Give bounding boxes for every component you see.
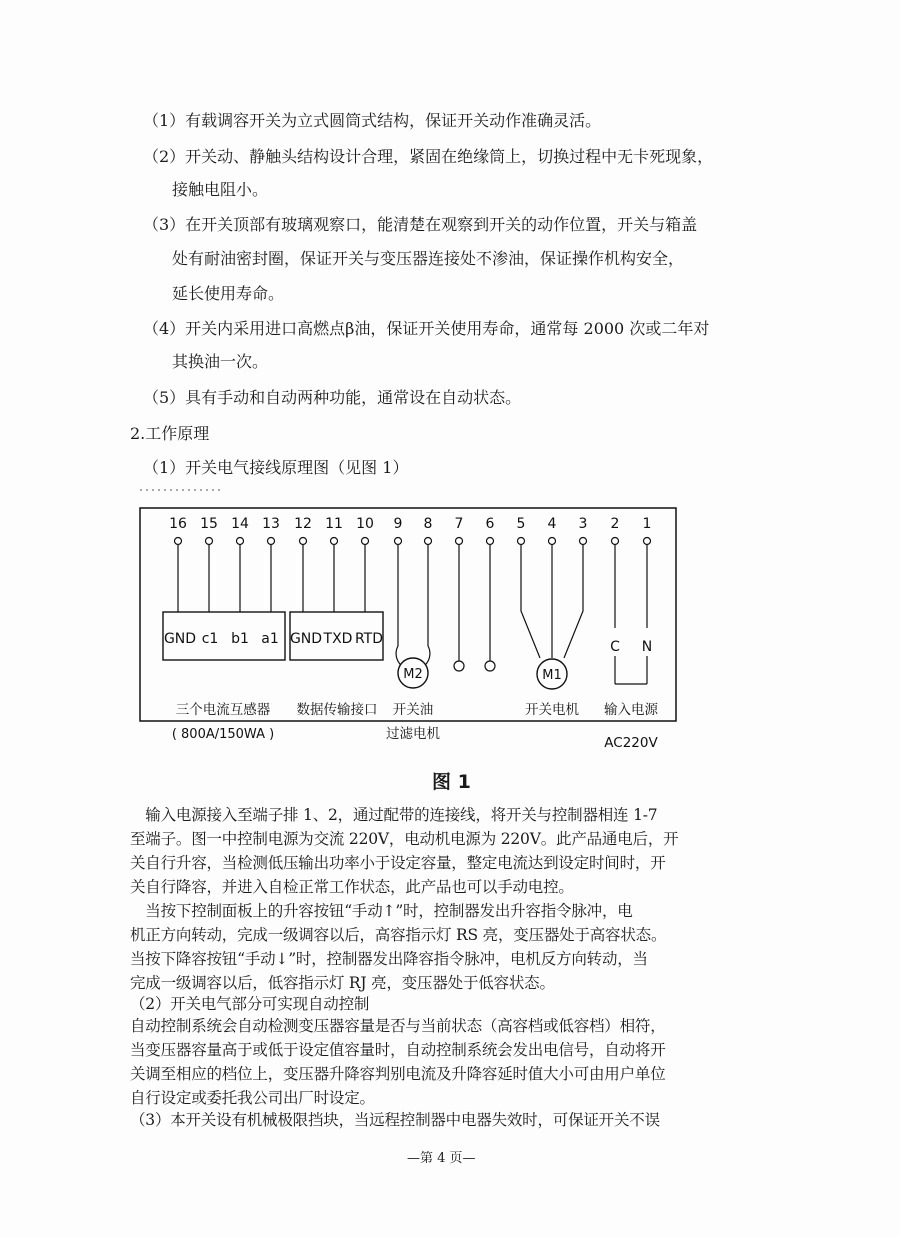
para3-line-3: 关调至相应的档位上，变压器升降容判别电流及升降容延时值大小可由用户单位 [130,1065,666,1083]
terminal-circles [175,538,651,545]
m2-label: M2 [403,667,423,682]
terminal-5: 5 [516,516,526,532]
indicator-terminal-6 [485,661,495,671]
list-item-2: （2）开关动、静触头结构设计合理，紧固在绝缘筒上，切换过程中无卡死现象， [143,147,714,166]
list-item-4-cont: 其换油一次。 [172,352,269,371]
caption-switch-motor: 开关电机 [525,702,579,718]
data-txd-label: TXD [323,631,353,647]
list-item-4: （4）开关内采用进口高燃点β油，保证开关使用寿命，通常每 2000 次或二年对 [143,319,710,338]
terminal-8: 8 [423,516,433,532]
terminal-6: 6 [485,516,495,532]
terminal-10: 10 [356,516,374,532]
terminal-9: 9 [393,516,403,532]
para1-line-2: 至端子。图一中控制电源为交流 220V，电动机电源为 220V。此产品通电后，开 [130,830,679,848]
terminal-7: 7 [454,516,464,532]
figure-title: 图 1 [432,771,471,793]
caption-data: 数据传输接口 [296,702,378,718]
para3-line-2: 当变压器容量高于或低于设定值容量时，自动控制系统会发出电信号，自动将开 [130,1041,666,1059]
list-item-1: （1）有载调容开关为立式圆筒式结构，保证开关动作准确灵活。 [143,111,602,130]
list-item-3-cont: 处有耐油密封圈，保证开关与变压器连接处不渗油，保证操作机构安全， [172,249,685,268]
caption-power-1: 输入电源 [604,702,658,718]
indicator-terminal-7 [454,661,464,671]
subsection-3: （3）本开关设有机械极限挡块，当远程控制器中电器失效时，可保证开关不误 [130,1111,660,1129]
ct-a1-label: a1 [261,631,279,647]
terminal-15: 15 [200,516,218,532]
para2-line-3: 当按下降容按钮“手动↓”时，控制器发出降容指令脉冲，电机反方向转动，当 [130,950,648,968]
terminal-4: 4 [547,516,557,532]
power-n-label: N [641,639,653,655]
ct-c1-label: c1 [201,631,219,647]
terminal-16: 16 [169,516,187,532]
terminal-11: 11 [325,516,343,532]
m1-label: M1 [542,668,562,683]
wiring-diagram [0,488,900,768]
page-footer: —第 4 页— [407,1151,476,1166]
para2-line-1: 当按下控制面板上的升容按钮“手动↑”时，控制器发出升容指令脉冲，电 [130,902,633,920]
terminal-14: 14 [231,516,249,532]
list-item-2-cont: 接触电阻小。 [172,180,269,199]
subsection-1: （1）开关电气接线原理图（见图 1） [143,458,409,477]
terminal-3: 3 [578,516,588,532]
power-c-label: C [610,639,620,655]
para1-line-4: 关自行降容，并进入自检正常工作状态，此产品也可以手动电控。 [130,878,574,896]
terminal-numbers [169,516,651,532]
list-item-3: （3）在开关顶部有玻璃观察口，能清楚在观察到开关的动作位置，开关与箱盖 [143,215,698,234]
para1-line-3: 关自行升容，当检测低压输出功率小于设定容量，整定电流达到设定时间时，开 [130,854,666,872]
para2-line-4: 完成一级调容以后，低容指示灯 RJ 亮，变压器处于低容状态。 [130,974,555,992]
para3-line-4: 自行设定或委托我公司出厂时设定。 [130,1089,375,1107]
data-gnd-label: GND [289,631,323,647]
section-heading: 2.工作原理 [130,424,210,443]
caption-ct-1: 三个电流互感器 [175,702,271,718]
para2-line-2: 机正方向转动，完成一级调容以后，高容指示灯 RS 亮，变压器处于高容状态。 [130,926,667,944]
terminal-12: 12 [294,516,312,532]
terminal-2: 2 [610,516,620,532]
ct-gnd-label: GND [163,631,197,647]
para1-line-1: 输入电源接入至端子排 1、2，通过配带的连接线，将开关与控制器相连 1-7 [130,806,658,824]
data-rtd-label: RTD [354,631,384,647]
list-item-5: （5）具有手动和自动两种功能，通常设在自动状态。 [143,388,522,407]
list-item-3-cont2: 延长使用寿命。 [172,284,285,303]
subsection-2: （2）开关电气部分可实现自动控制 [130,995,370,1013]
terminal-13: 13 [262,516,280,532]
para3-line-1: 自动控制系统会自动检测变压器容量是否与当前状态（高容档或低容档）相符， [130,1017,666,1035]
caption-ct-2: ( 800A/150WA ) [171,727,275,742]
terminal-1: 1 [642,516,652,532]
ct-b1-label: b1 [231,631,249,647]
caption-oil-1: 开关油 [392,702,434,718]
caption-oil-2: 过滤电机 [386,726,440,742]
terminal-panel [140,508,676,721]
caption-power-2: AC220V [604,735,658,751]
